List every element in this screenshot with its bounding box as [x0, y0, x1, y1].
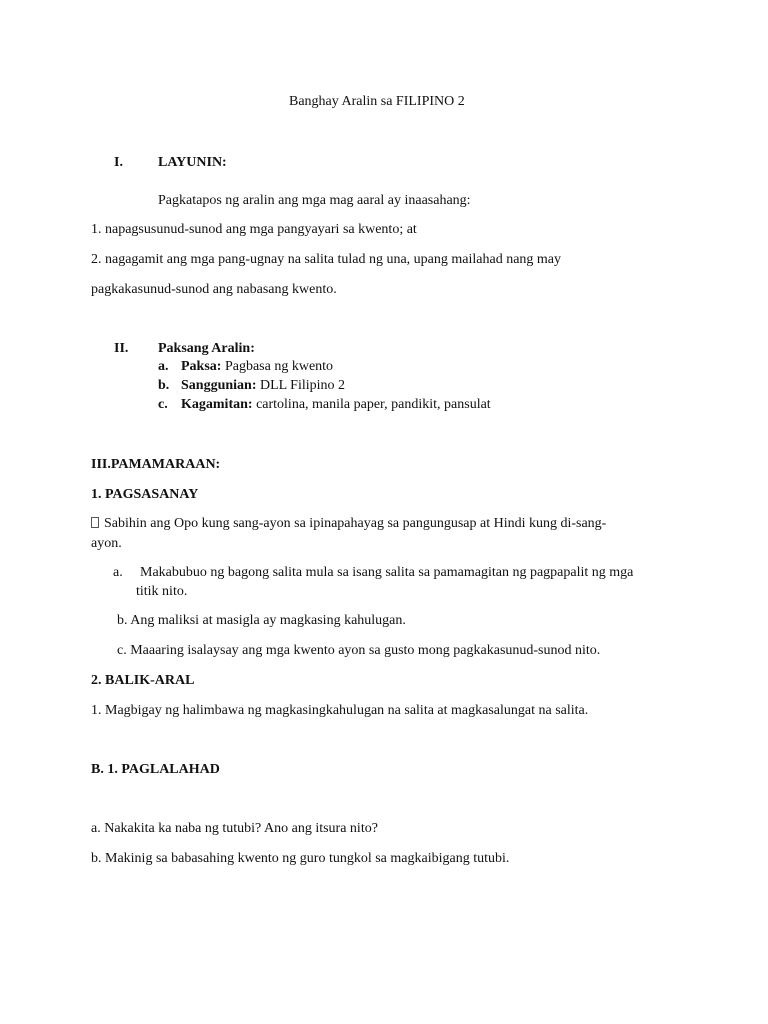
missing-glyph-icon — [91, 517, 99, 528]
pagsasanay-heading: 1. PAGSASANAY — [91, 487, 199, 502]
materials-value: cartolina, manila paper, pandikit, pansulat — [256, 397, 491, 412]
section-1-intro: Pagkatapos ng aralin ang mga mag aaral ay inaasahang: — [158, 193, 471, 208]
balik-aral-item: 1. Magbigay ng halimbawa ng magkasingkahulugan na salita at magkasalungat na salita. — [91, 703, 589, 718]
topic-value: Pagbasa ng kwento — [224, 359, 334, 374]
materials-item — [181, 396, 491, 414]
objective-1: 1. napagsusunud-sunod ang mga pangyayari sa kwento; at — [91, 222, 417, 237]
pagsasanay-item-b: b. Ang maliksi at masigla ay magkasing kahulugan. — [117, 613, 406, 628]
materials-letter: c. — [158, 397, 168, 412]
paglalahad-item-a: a. Nakakita ka naba ng tutubi? Ano ang itsura nito? — [91, 821, 378, 836]
pagsasanay-instruction — [91, 515, 606, 533]
pagsasanay-instruction-text: Sabihin ang Opo kung sang-ayon sa ipinapahayag sa pangungusap at Hindi kung di-sang- — [104, 516, 607, 531]
section-2-numeral: II. — [114, 341, 129, 356]
balik-aral-heading: 2. BALIK-ARAL — [91, 673, 195, 688]
materials-label: Kagamitan: — [181, 397, 253, 412]
document-title: Banghay Aralin sa FILIPINO 2 — [289, 94, 465, 109]
reference-item — [181, 377, 345, 395]
objective-2: 2. nagagamit ang mga pang-ugnay na salita tulad ng una, upang mailahad nang may — [91, 252, 562, 267]
reference-value: DLL Filipino 2 — [259, 378, 346, 393]
section-3-heading: III.PAMAMARAAN: — [91, 457, 221, 472]
pagsasanay-item-c: c. Maaaring isalaysay ang mga kwento ayon sa gusto mong pagkakasunud-sunod nito. — [117, 643, 601, 658]
pagsasanay-item-a: Makabubuo ng bagong salita mula sa isang salita sa pamamagitan ng pagpapalit ng mga — [140, 565, 634, 580]
pagsasanay-item-a-continued: titik nito. — [136, 584, 188, 599]
paglalahad-item-b: b. Makinig sa babasahing kwento ng guro tungkol sa magkaibigang tutubi. — [91, 851, 510, 866]
section-1-numeral: I. — [114, 155, 123, 170]
pagsasanay-item-a-letter: a. — [113, 565, 123, 580]
topic-label: Paksa: — [181, 359, 222, 374]
reference-label: Sanggunian: — [181, 378, 257, 393]
objective-2-continued: pagkakasunud-sunod ang nabasang kwento. — [91, 282, 337, 297]
pagsasanay-instruction-continued: ayon. — [91, 536, 122, 551]
paglalahad-heading: B. 1. PAGLALAHAD — [91, 762, 220, 777]
topic-letter: a. — [158, 359, 169, 374]
reference-letter: b. — [158, 378, 170, 393]
section-1-heading: LAYUNIN: — [158, 155, 227, 170]
topic-item — [181, 358, 333, 376]
section-2-heading: Paksang Aralin: — [158, 341, 255, 356]
